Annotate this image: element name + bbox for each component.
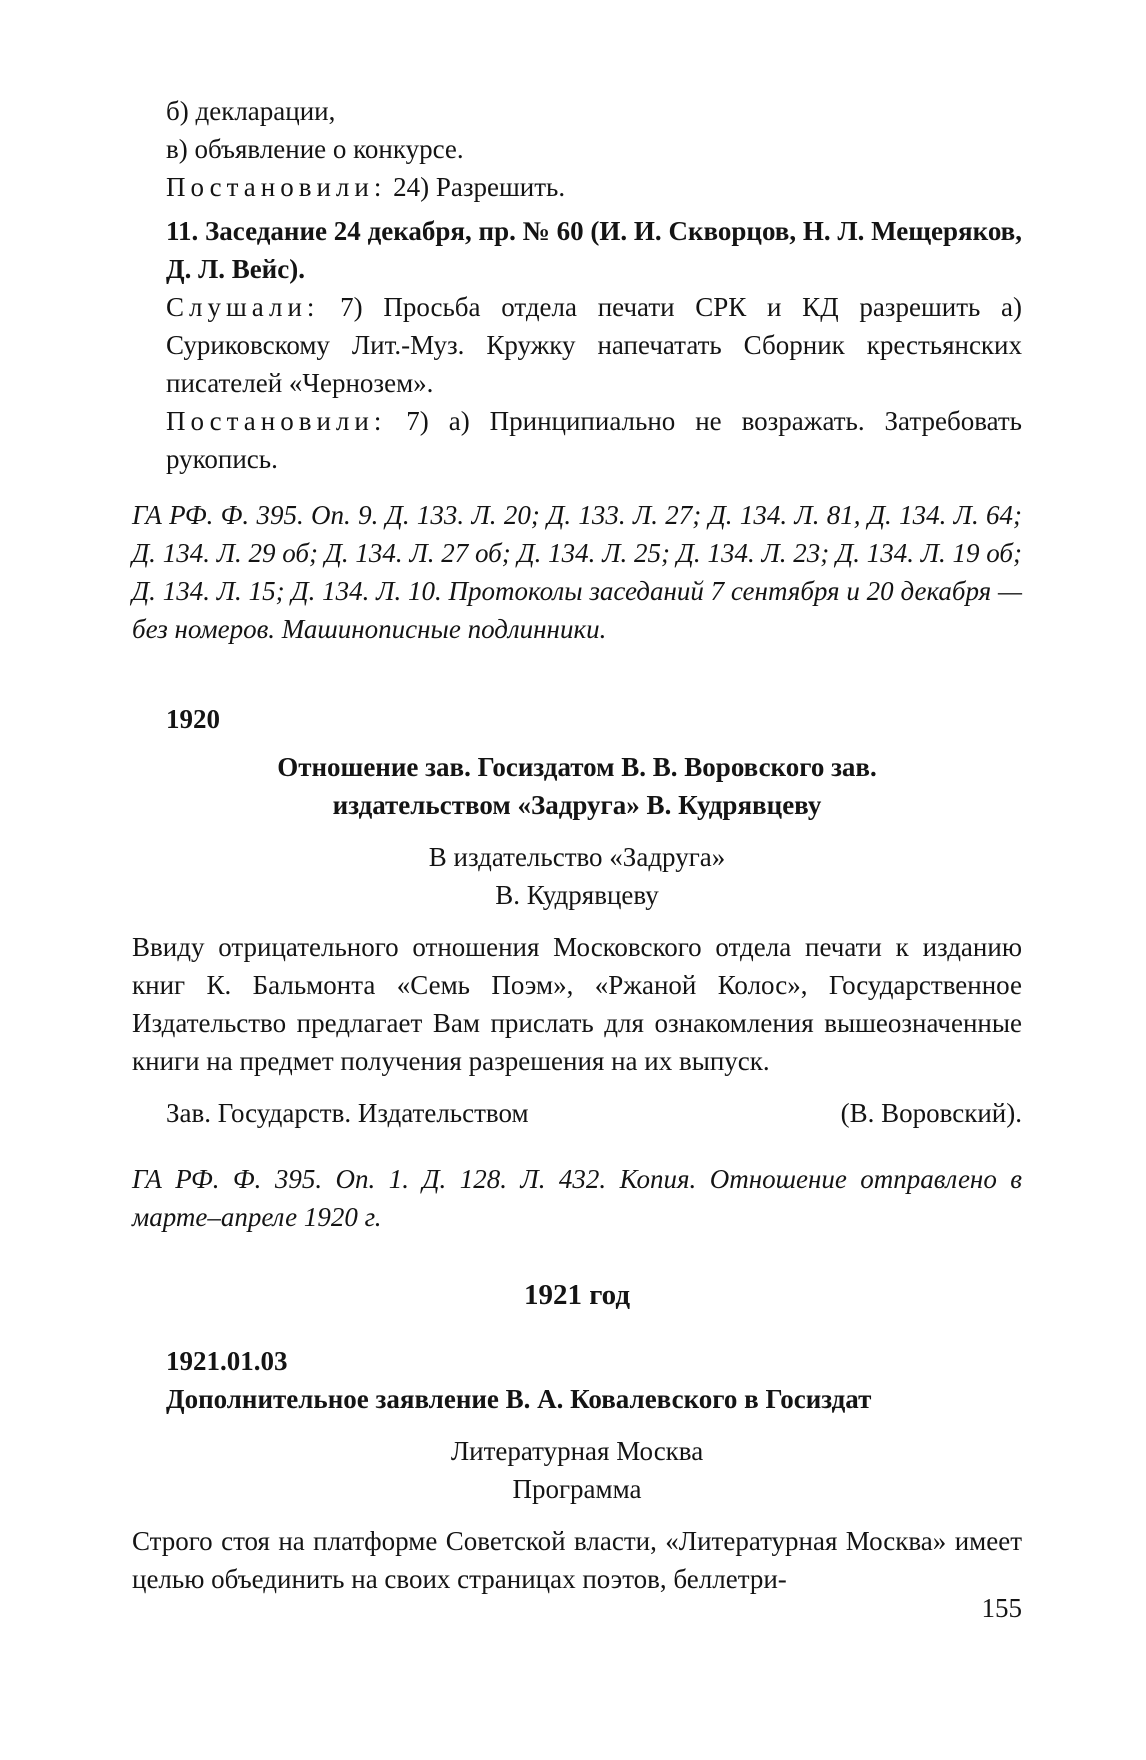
page-content [132, 92, 1022, 1598]
addressee-line2: В. Кудрявцеву [495, 880, 659, 910]
document-body-1921: Строго стоя на платформе Советской власти, «Литературная Москва» имеет целью объединить на своих страницах поэтов, беллетри- [132, 1526, 1022, 1594]
document-body: Ввиду отрицательного отношения Московского отдела печати к изданию книг К. Бальмонта «Семь Поэм», «Ржаной Колос», Государственное Издательство предлагает Вам прислать для ознакомления вышеозначенные книги на предмет получения разрешения на их выпуск. [132, 932, 1022, 1076]
document-title-line1: Отношение зав. Госиздатом В. В. Воровского зав. [277, 752, 877, 782]
subtitle-line2: Программа [512, 1474, 642, 1504]
document-date: 1921.01.03 [166, 1346, 288, 1376]
heard-text: 7) Просьба отдела печати СРК и КД разрешить а) Суриковскому Лит.-Муз. Кружку напечатать Сборник крестьянских писателей «Чернозем». [166, 292, 1022, 398]
archive-source-1: ГА РФ. Ф. 395. Оп. 9. Д. 133. Л. 20; Д. 133. Л. 27; Д. 134. Л. 81, Д. 134. Л. 64; Д. 134. Л. 29 об; Д. 134. Л. 27 об; Д. 134. Л. 25; Д. 134. Л. 23; Д. 134. Л. 19 об; Д. 134. Л. 15; Д. 134. Л. 10. Протоколы заседаний 7 сентября и 20 декабря — без номеров. Машинописные подлинники. [132, 500, 1022, 644]
resolved-label: Постановили: [166, 406, 387, 436]
signature-position: Зав. Государств. Издательством [166, 1098, 529, 1128]
list-item-v: в) объявление о конкурсе. [166, 134, 464, 164]
meeting-heading: 11. Заседание 24 декабря, пр. № 60 (И. И. Скворцов, Н. Л. Мещеряков, Д. Л. Вейс). [166, 216, 1022, 284]
signature-line [166, 1094, 1022, 1132]
section-heading-1921: 1921 год [523, 1279, 631, 1311]
subtitle-line1: Литературная Москва [450, 1436, 704, 1466]
resolved-text: 24) Разрешить. [386, 172, 566, 202]
archive-source-2: ГА РФ. Ф. 395. Оп. 1. Д. 128. Л. 432. Копия. Отношение отправлено в марте–апреле 1920 г. [132, 1164, 1022, 1232]
resolved-text: 7) а) Принципиально не возражать. Затребовать рукопись. [166, 406, 1022, 474]
heard-paragraph [166, 288, 1022, 402]
addressee-line1: В издательство «Задруга» [428, 842, 726, 872]
list-item-b: б) декларации, [166, 96, 336, 126]
resolution-1 [166, 168, 1022, 206]
resolution-2 [166, 402, 1022, 478]
document-title-1921: Дополнительное заявление В. А. Ковалевского в Госиздат [166, 1384, 872, 1414]
heard-label: Слушали: [166, 292, 320, 322]
page-number: 155 [981, 1593, 1022, 1623]
year-heading: 1920 [166, 704, 220, 734]
resolved-label: Постановили: [166, 172, 387, 202]
signature-name: (В. Воровский). [840, 1098, 1022, 1128]
document-title-line2: издательством «Задруга» В. Кудрявцеву [332, 790, 822, 820]
